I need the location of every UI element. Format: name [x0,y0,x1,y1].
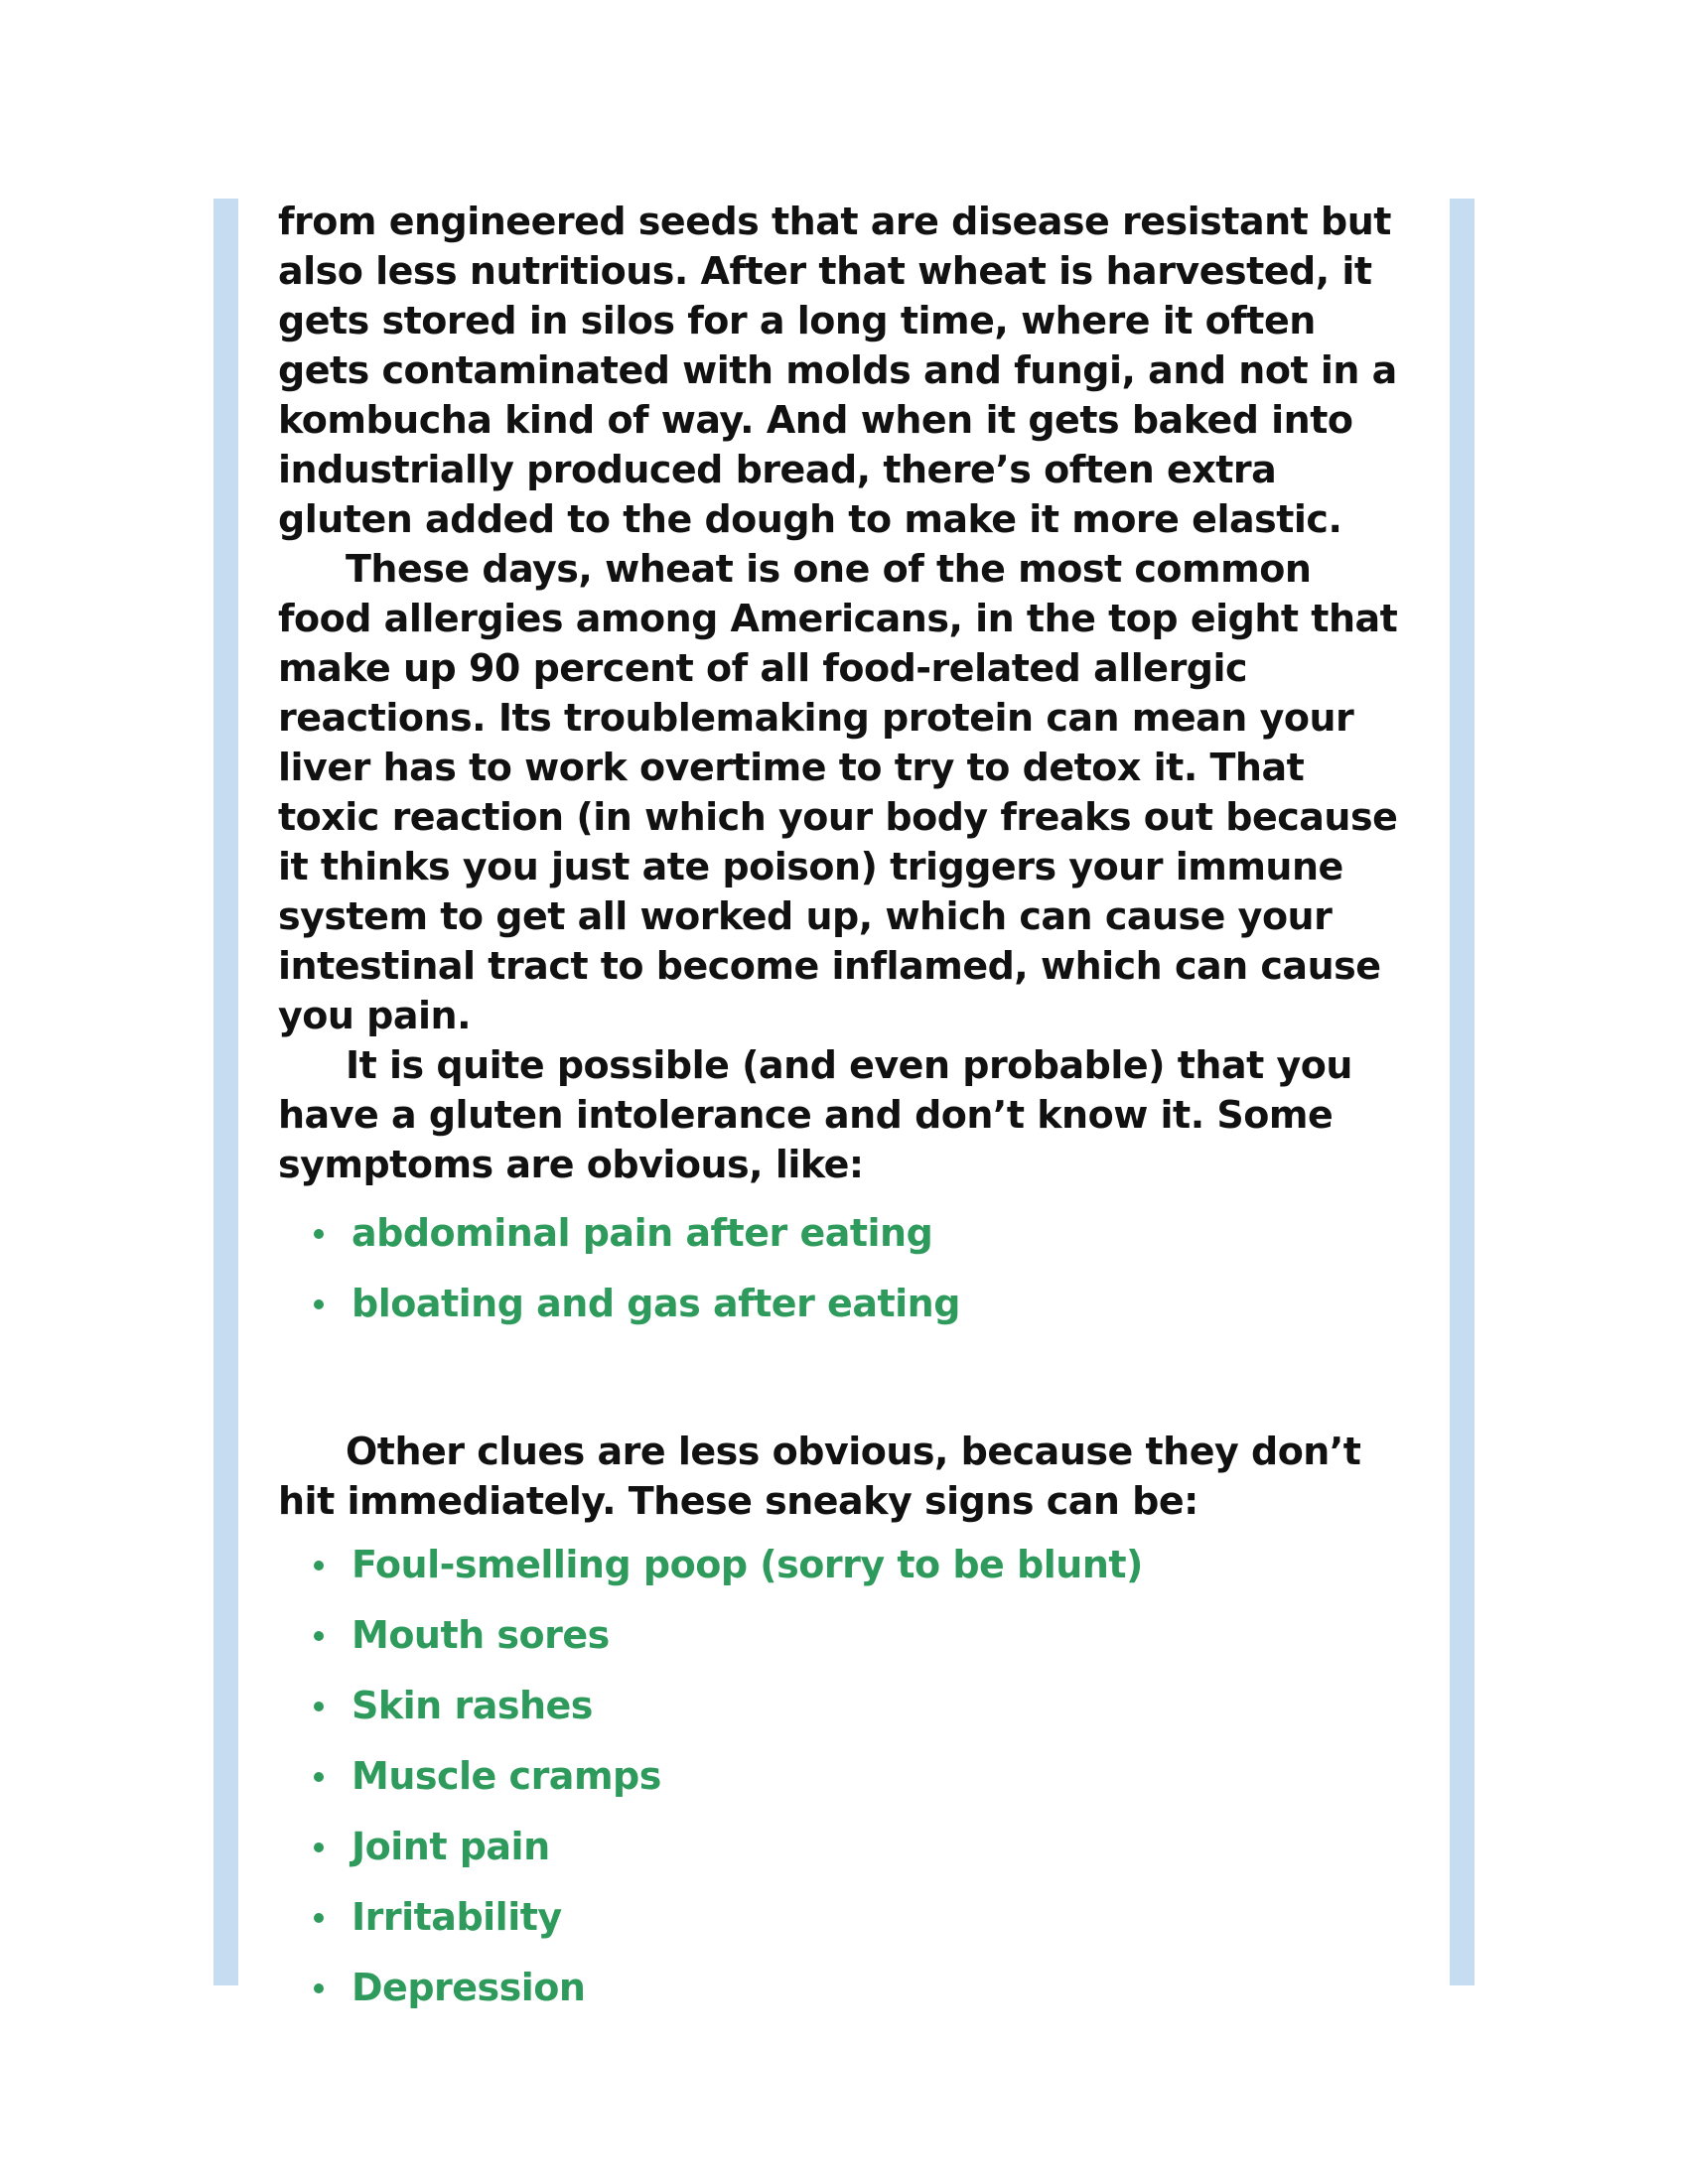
list-item [278,1671,1400,1741]
bullet-icon [314,1913,324,1923]
bullet-icon [314,1843,324,1852]
list-item-label: Muscle cramps [352,1754,661,1798]
list-item-label: Foul-smelling poop (sorry to be blunt) [352,1543,1143,1586]
page-content [278,197,1400,2023]
list-item [278,1741,1400,1812]
list-item-label: Joint pain [352,1825,550,1868]
list-item [278,1953,1400,2023]
list-item [278,1269,1400,1339]
list-item-label: Irritability [352,1895,562,1939]
list-item-label: abdominal pain after eating [352,1211,933,1255]
paragraph-sneaky-signs: Other clues are less obvious, because they don’t hit immediately. These sneaky signs can be: [278,1430,1361,1523]
list-item [278,1882,1400,1953]
list-item-label: Skin rashes [352,1684,593,1727]
list-item-label: bloating and gas after eating [352,1282,960,1325]
list-item [278,1198,1400,1269]
paragraph-gluten-intolerance: It is quite possible (and even probable) that you have a gluten intolerance and don’t know it. Some symptoms are obvious, like: [278,1043,1352,1186]
left-margin-bar [213,199,238,1985]
obvious-symptoms-list [278,1198,1400,1339]
bullet-icon [314,1561,324,1570]
bullet-icon [314,1702,324,1711]
list-item-label: Depression [352,1966,586,2009]
bullet-icon [314,1229,324,1239]
bullet-icon [314,1299,324,1309]
paragraph-wheat-processing: from engineered seeds that are disease resistant but also less nutritious. After that wheat is harvested, it gets stored in silos for a long time, where it often gets contaminated with molds and fungi, and not in a kombucha kind of way. And when it gets baked into industrially produced bread, there’s often extra gluten added to the dough to make it more elastic. [278,200,1397,541]
paragraph-wheat-allergies: These days, wheat is one of the most common food allergies among Americans, in the top eight that make up 90 percent of all food-related allergic reactions. Its troublemaking protein can mean your liver has to work overtime to try to detox it. That toxic reaction (in which your body freaks out because it thinks you just ate poison) triggers your immune system to get all worked up, which can cause your intestinal tract to become inflamed, which can cause you pain. [278,547,1398,1037]
sneaky-signs-list [278,1530,1400,2023]
list-item [278,1600,1400,1671]
bullet-icon [314,1631,324,1641]
bullet-icon [314,1983,324,1993]
list-item [278,1530,1400,1600]
list-item [278,1812,1400,1882]
bullet-icon [314,1772,324,1782]
right-margin-bar [1450,199,1475,1985]
list-item-label: Mouth sores [352,1613,610,1657]
